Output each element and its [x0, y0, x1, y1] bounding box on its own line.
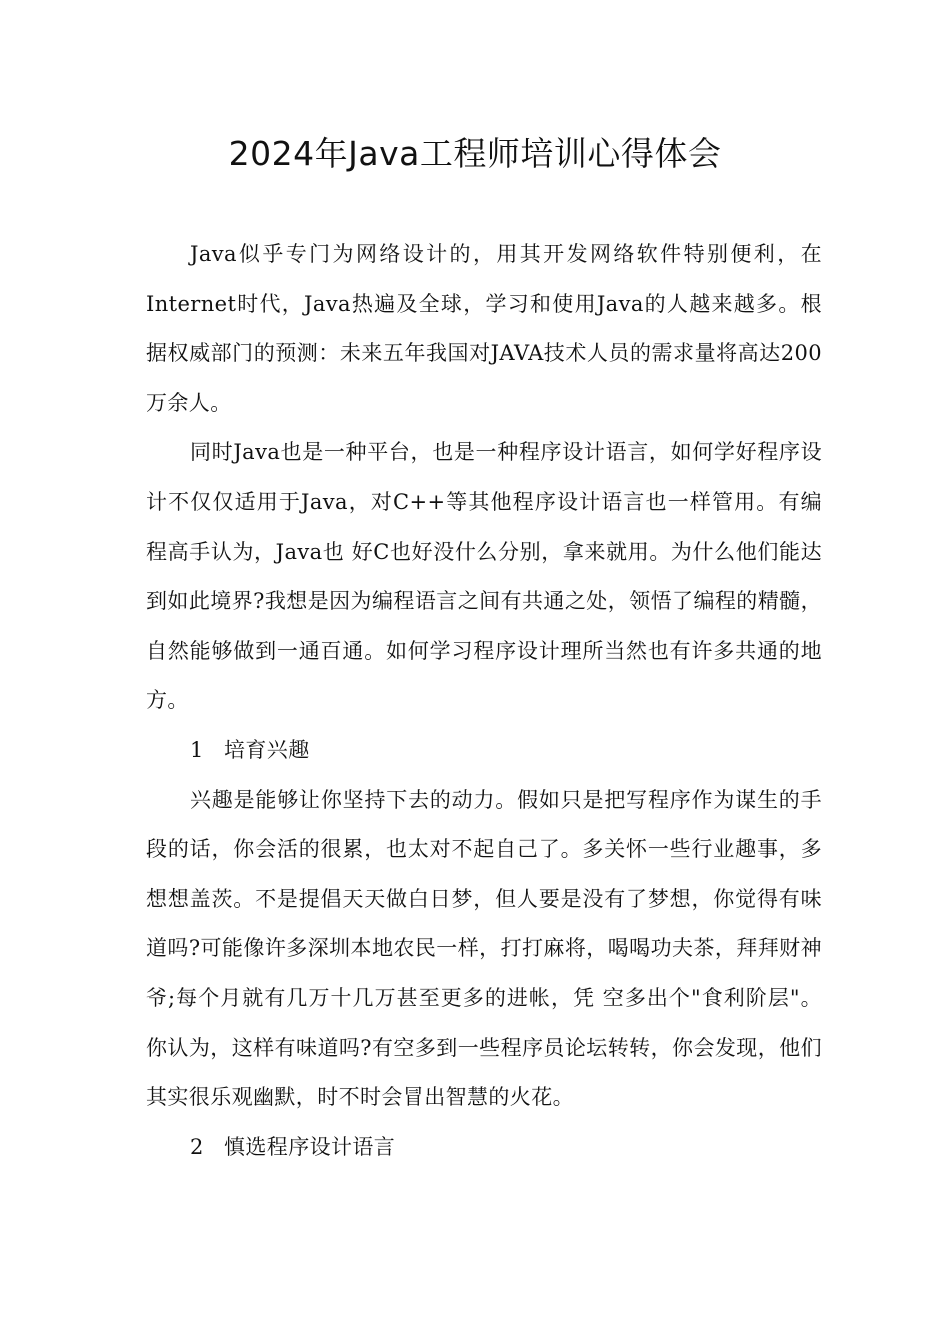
document-body	[146, 230, 822, 1172]
section-title: 培育兴趣	[224, 737, 310, 762]
paragraph-intro: Java似乎专门为网络设计的，用其开发网络软件特别便利，在Internet时代，Java热遍及全球，学习和使用Java的人越来越多。根据权威部门的预测：未来五年我国对JAVA技术人员的需求量将高达200万余人。	[146, 242, 822, 415]
section-heading-1	[146, 726, 822, 776]
paragraph-platform: 同时Java也是一种平台，也是一种程序设计语言，如何学好程序设计不仅仅适用于Java，对C++等其他程序设计语言也一样管用。有编程高手认为，Java也 好C也好没什么分别，拿来就用。为什么他们能达到如此境界?我想是因为编程语言之间有共通之处，领悟了编程的精髓，自然能够做到一通百通。如何学习程序设计理所当然也有许多共通的地方。	[146, 440, 822, 713]
section-title: 慎选程序设计语言	[224, 1134, 396, 1159]
section-number: 2	[190, 1134, 204, 1159]
section-heading-2	[146, 1123, 822, 1173]
section-number: 1	[190, 737, 204, 762]
paragraph-interest: 兴趣是能够让你坚持下去的动力。假如只是把写程序作为谋生的手段的话，你会活的很累，也太对不起自己了。多关怀一些行业趣事，多想想盖茨。不是提倡天天做白日梦，但人要是没有了梦想，你觉得有味道吗?可能像许多深圳本地农民一样，打打麻将，喝喝功夫茶，拜拜财神爷;每个月就有几万十几万甚至更多的进帐，凭 空多出个"食利阶层"。你认为，这样有味道吗?有空多到一些程序员论坛转转，你会发现，他们其实很乐观幽默，时不时会冒出智慧的火花。	[146, 787, 822, 1110]
document-title: 2024年Java工程师培训心得体会	[228, 134, 722, 173]
